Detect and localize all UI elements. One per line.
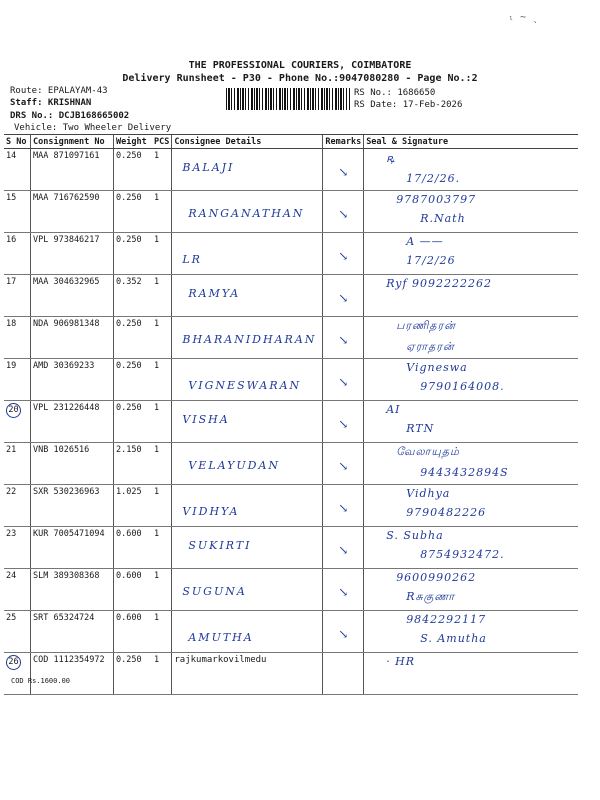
cell-consignee <box>172 359 323 401</box>
signature-line2: RTN <box>406 422 435 435</box>
consignment-value: VPL 231226448 <box>33 403 100 413</box>
consignment-value: SRT 65324724 <box>33 613 95 623</box>
sno-value: 18 <box>6 319 17 329</box>
cell-pcs <box>152 401 172 443</box>
pcs-value: 1 <box>154 193 160 203</box>
remark-mark: ↘ <box>338 333 349 347</box>
sno-value: 17 <box>6 277 17 287</box>
weight-value: 0.600 <box>116 613 142 623</box>
cell-signature <box>364 275 578 317</box>
consignee-name: RANGANATHAN <box>188 207 305 220</box>
cell-weight <box>114 149 153 191</box>
cell-weight <box>114 443 153 485</box>
pcs-value: 1 <box>154 277 160 287</box>
col-consignee: Consignee Details <box>172 135 323 149</box>
cell-consignee <box>172 149 323 191</box>
cell-remarks <box>323 317 364 359</box>
cell-sno <box>4 611 31 653</box>
cell-weight <box>114 233 153 275</box>
pcs-value: 1 <box>154 151 160 161</box>
cell-consignee <box>172 233 323 275</box>
weight-value: 0.250 <box>116 193 142 203</box>
table-header-row <box>4 135 578 149</box>
signature-line1: A —— <box>406 235 444 248</box>
cell-consignment <box>31 233 114 275</box>
cell-consignee <box>172 401 323 443</box>
cell-signature <box>364 191 578 233</box>
weight-value: 0.250 <box>116 655 142 665</box>
signature-line1: AI <box>386 403 401 416</box>
cell-pcs <box>152 233 172 275</box>
cell-signature <box>364 611 578 653</box>
weight-value: 0.600 <box>116 571 142 581</box>
consignee-name: VIGNESWARAN <box>188 379 302 392</box>
cell-consignee <box>172 569 323 611</box>
remark-mark: ↘ <box>338 417 349 431</box>
cell-remarks <box>323 527 364 569</box>
cell-remarks <box>323 653 364 695</box>
cell-consignee <box>172 485 323 527</box>
cell-weight <box>114 317 153 359</box>
table-row <box>4 401 578 443</box>
cell-remarks <box>323 149 364 191</box>
pcs-value: 1 <box>154 235 160 245</box>
remark-mark: ↘ <box>338 207 349 221</box>
pcs-value: 1 <box>154 529 160 539</box>
consignee-name: VELAYUDAN <box>188 459 281 472</box>
cell-consignment <box>31 443 114 485</box>
sno-value: 14 <box>6 151 17 161</box>
consignment-value: KUR 7005471094 <box>33 529 105 539</box>
cell-consignment <box>31 401 114 443</box>
consignee-name: rajkumarkovilmedu <box>174 655 267 665</box>
sno-value: 25 <box>6 613 17 623</box>
cell-signature <box>364 653 578 695</box>
cell-pcs <box>152 485 172 527</box>
cell-remarks <box>323 401 364 443</box>
consignment-value: MAA 304632965 <box>33 277 100 287</box>
pcs-value: 1 <box>154 613 160 623</box>
cell-consignment <box>31 527 114 569</box>
weight-value: 0.352 <box>116 277 142 287</box>
cell-consignee <box>172 527 323 569</box>
pcs-value: 1 <box>154 571 160 581</box>
cell-sno <box>4 527 31 569</box>
staff-label: Staff: KRISHNAN <box>10 98 92 108</box>
sno-value: 26 <box>6 655 21 670</box>
consignee-name: VIDHYA <box>182 505 240 518</box>
cell-pcs <box>152 191 172 233</box>
cell-signature <box>364 443 578 485</box>
cell-remarks <box>323 611 364 653</box>
consignment-value: VNB 1026516 <box>33 445 90 455</box>
cell-signature <box>364 233 578 275</box>
cell-signature <box>364 527 578 569</box>
cell-sno <box>4 317 31 359</box>
cell-consignment <box>31 359 114 401</box>
signature-line1: 9600990262 <box>396 571 477 584</box>
cell-remarks <box>323 443 364 485</box>
signature-line1: · HR <box>386 655 416 668</box>
cell-consignee <box>172 653 323 695</box>
signature-line2: R.Nath <box>420 212 466 225</box>
signature-line1: S. Subha <box>386 529 444 542</box>
signature-line2: S. Amutha <box>420 632 487 645</box>
consignment-value: VPL 973846217 <box>33 235 100 245</box>
signature-line2: 8754932472. <box>420 548 505 561</box>
col-consignment: Consignment No <box>31 135 114 149</box>
cell-sno <box>4 569 31 611</box>
table-row <box>4 359 578 401</box>
barcode <box>226 88 350 110</box>
table-row <box>4 233 578 275</box>
cell-sno <box>4 485 31 527</box>
cell-pcs <box>152 359 172 401</box>
weight-value: 2.150 <box>116 445 142 455</box>
cell-consignment <box>31 317 114 359</box>
remark-mark: ↘ <box>338 501 349 515</box>
col-sno: S No <box>4 135 31 149</box>
table-row <box>4 275 578 317</box>
cell-signature <box>364 569 578 611</box>
runsheet-subtitle: Delivery Runsheet - P30 - Phone No.:9047080280 - Page No.:2 <box>122 73 478 84</box>
pcs-value: 1 <box>154 445 160 455</box>
consignee-name: RAMYA <box>188 287 241 300</box>
table-row <box>4 485 578 527</box>
sno-value: 24 <box>6 571 17 581</box>
remark-mark: ↘ <box>338 291 349 305</box>
drs-label: DRS No.: DCJB168665002 <box>10 111 130 121</box>
remark-mark: ↘ <box>338 543 349 557</box>
signature-line1: 9842292117 <box>406 613 487 626</box>
cell-consignment <box>31 611 114 653</box>
signature-line2: 9790164008. <box>420 380 505 393</box>
col-remarks: Remarks <box>323 135 364 149</box>
table-row <box>4 527 578 569</box>
consignee-name: BHARANIDHARAN <box>182 333 317 346</box>
cell-pcs <box>152 569 172 611</box>
remark-mark: ↘ <box>338 375 349 389</box>
cell-pcs <box>152 275 172 317</box>
cell-sno <box>4 401 31 443</box>
pcs-value: 1 <box>154 487 160 497</box>
cell-sno <box>4 359 31 401</box>
consignment-value: AMD 30369233 <box>33 361 95 371</box>
consignee-name: BALAJI <box>182 161 235 174</box>
weight-value: 1.025 <box>116 487 142 497</box>
signature-line1: ꝶ <box>386 152 396 165</box>
cell-sno <box>4 443 31 485</box>
cell-signature <box>364 485 578 527</box>
consignee-name: LR <box>182 253 202 266</box>
col-weight: Weight <box>114 135 153 149</box>
weight-value: 0.250 <box>116 235 142 245</box>
cell-sno <box>4 275 31 317</box>
cell-remarks <box>323 233 364 275</box>
sno-value: 22 <box>6 487 17 497</box>
consignee-name: AMUTHA <box>188 631 254 644</box>
consignment-value: MAA 871097161 <box>33 151 100 161</box>
sno-value: 15 <box>6 193 17 203</box>
signature-line1: Vidhya <box>406 487 451 500</box>
sno-value: 20 <box>6 403 21 418</box>
table-row <box>4 653 578 695</box>
sno-value: 23 <box>6 529 17 539</box>
cell-weight <box>114 485 153 527</box>
remark-mark: ↘ <box>338 459 349 473</box>
signature-line1: பரணிதரன் <box>396 319 456 332</box>
table-row <box>4 569 578 611</box>
cell-pcs <box>152 611 172 653</box>
signature-line2: 17/2/26 <box>406 254 456 267</box>
cell-pcs <box>152 527 172 569</box>
remark-mark: ↘ <box>338 627 349 641</box>
weight-value: 0.250 <box>116 361 142 371</box>
table-row <box>4 149 578 191</box>
cell-weight <box>114 611 153 653</box>
cell-remarks <box>323 569 364 611</box>
cell-consignment <box>31 191 114 233</box>
table-row <box>4 191 578 233</box>
signature-line2: 9790482226 <box>406 506 487 519</box>
cell-sno <box>4 149 31 191</box>
cell-remarks <box>323 485 364 527</box>
weight-value: 0.250 <box>116 151 142 161</box>
weight-value: 0.250 <box>116 403 142 413</box>
col-signature: Seal & Signature <box>364 135 578 149</box>
cell-consignment <box>31 485 114 527</box>
pcs-value: 1 <box>154 361 160 371</box>
col-pcs: PCS <box>152 135 172 149</box>
remark-mark: ↘ <box>338 585 349 599</box>
cell-sno <box>4 233 31 275</box>
cell-signature <box>364 359 578 401</box>
consignment-value: MAA 716762590 <box>33 193 100 203</box>
weight-value: 0.250 <box>116 319 142 329</box>
cell-consignee <box>172 443 323 485</box>
signature-line2: 17/2/26. <box>406 172 461 185</box>
cell-remarks <box>323 275 364 317</box>
remark-mark: ↘ <box>338 165 349 179</box>
signature-line1: 9787003797 <box>396 193 477 206</box>
table-row <box>4 611 578 653</box>
corner-scribble: ₗ ~ ˎ <box>508 12 539 23</box>
pcs-value: 1 <box>154 319 160 329</box>
pcs-value: 1 <box>154 655 160 665</box>
cell-sno <box>4 653 31 695</box>
sno-value: 21 <box>6 445 17 455</box>
cell-weight <box>114 359 153 401</box>
cell-weight <box>114 653 153 695</box>
sno-value: 19 <box>6 361 17 371</box>
cell-signature <box>364 401 578 443</box>
signature-line1: Vigneswa <box>406 361 468 374</box>
signature-line2: ஏராதரன் <box>406 340 455 353</box>
cell-pcs <box>152 653 172 695</box>
signature-line2: 9443432894S <box>420 466 509 479</box>
cell-consignment <box>31 149 114 191</box>
cell-signature <box>364 149 578 191</box>
rs-date: RS Date: 17-Feb-2026 <box>354 100 463 110</box>
cell-weight <box>114 527 153 569</box>
consignment-value: SXR 530236963 <box>33 487 100 497</box>
signature-line1: Ryf 9092222262 <box>386 277 493 290</box>
cell-remarks <box>323 359 364 401</box>
cell-sno <box>4 191 31 233</box>
cell-consignee <box>172 317 323 359</box>
consignee-name: SUGUNA <box>182 585 247 598</box>
cell-remarks <box>323 191 364 233</box>
sno-value: 16 <box>6 235 17 245</box>
cell-pcs <box>152 443 172 485</box>
signature-line2: Rசுகுணா <box>406 590 456 603</box>
cell-signature <box>364 317 578 359</box>
weight-value: 0.600 <box>116 529 142 539</box>
cell-consignee <box>172 275 323 317</box>
cell-pcs <box>152 317 172 359</box>
table-row <box>4 443 578 485</box>
runsheet-table <box>4 134 578 695</box>
consignee-name: VISHA <box>182 413 230 426</box>
cell-consignee <box>172 611 323 653</box>
consignment-value: COD 1112354972 <box>33 655 105 665</box>
cell-weight <box>114 275 153 317</box>
route-label: Route: EPALAYAM-43 <box>10 86 108 96</box>
cell-consignee <box>172 191 323 233</box>
consignment-value: NDA 906981348 <box>33 319 100 329</box>
cod-amount: COD Rs.1600.00 <box>11 677 71 685</box>
cell-consignment <box>31 275 114 317</box>
vehicle-label: Vehicle: Two Wheeler Delivery <box>14 123 172 133</box>
cell-weight <box>114 569 153 611</box>
pcs-value: 1 <box>154 403 160 413</box>
rs-number: RS No.: 1686650 <box>354 88 436 98</box>
cell-consignment <box>31 569 114 611</box>
cell-weight <box>114 191 153 233</box>
consignee-name: SUKIRTI <box>188 539 252 552</box>
remark-mark: ↘ <box>338 249 349 263</box>
signature-line1: வேலாயுதம் <box>396 445 460 458</box>
cell-weight <box>114 401 153 443</box>
cell-pcs <box>152 149 172 191</box>
table-row <box>4 317 578 359</box>
company-title: THE PROFESSIONAL COURIERS, COIMBATORE <box>188 60 412 71</box>
consignment-value: SLM 389308368 <box>33 571 100 581</box>
